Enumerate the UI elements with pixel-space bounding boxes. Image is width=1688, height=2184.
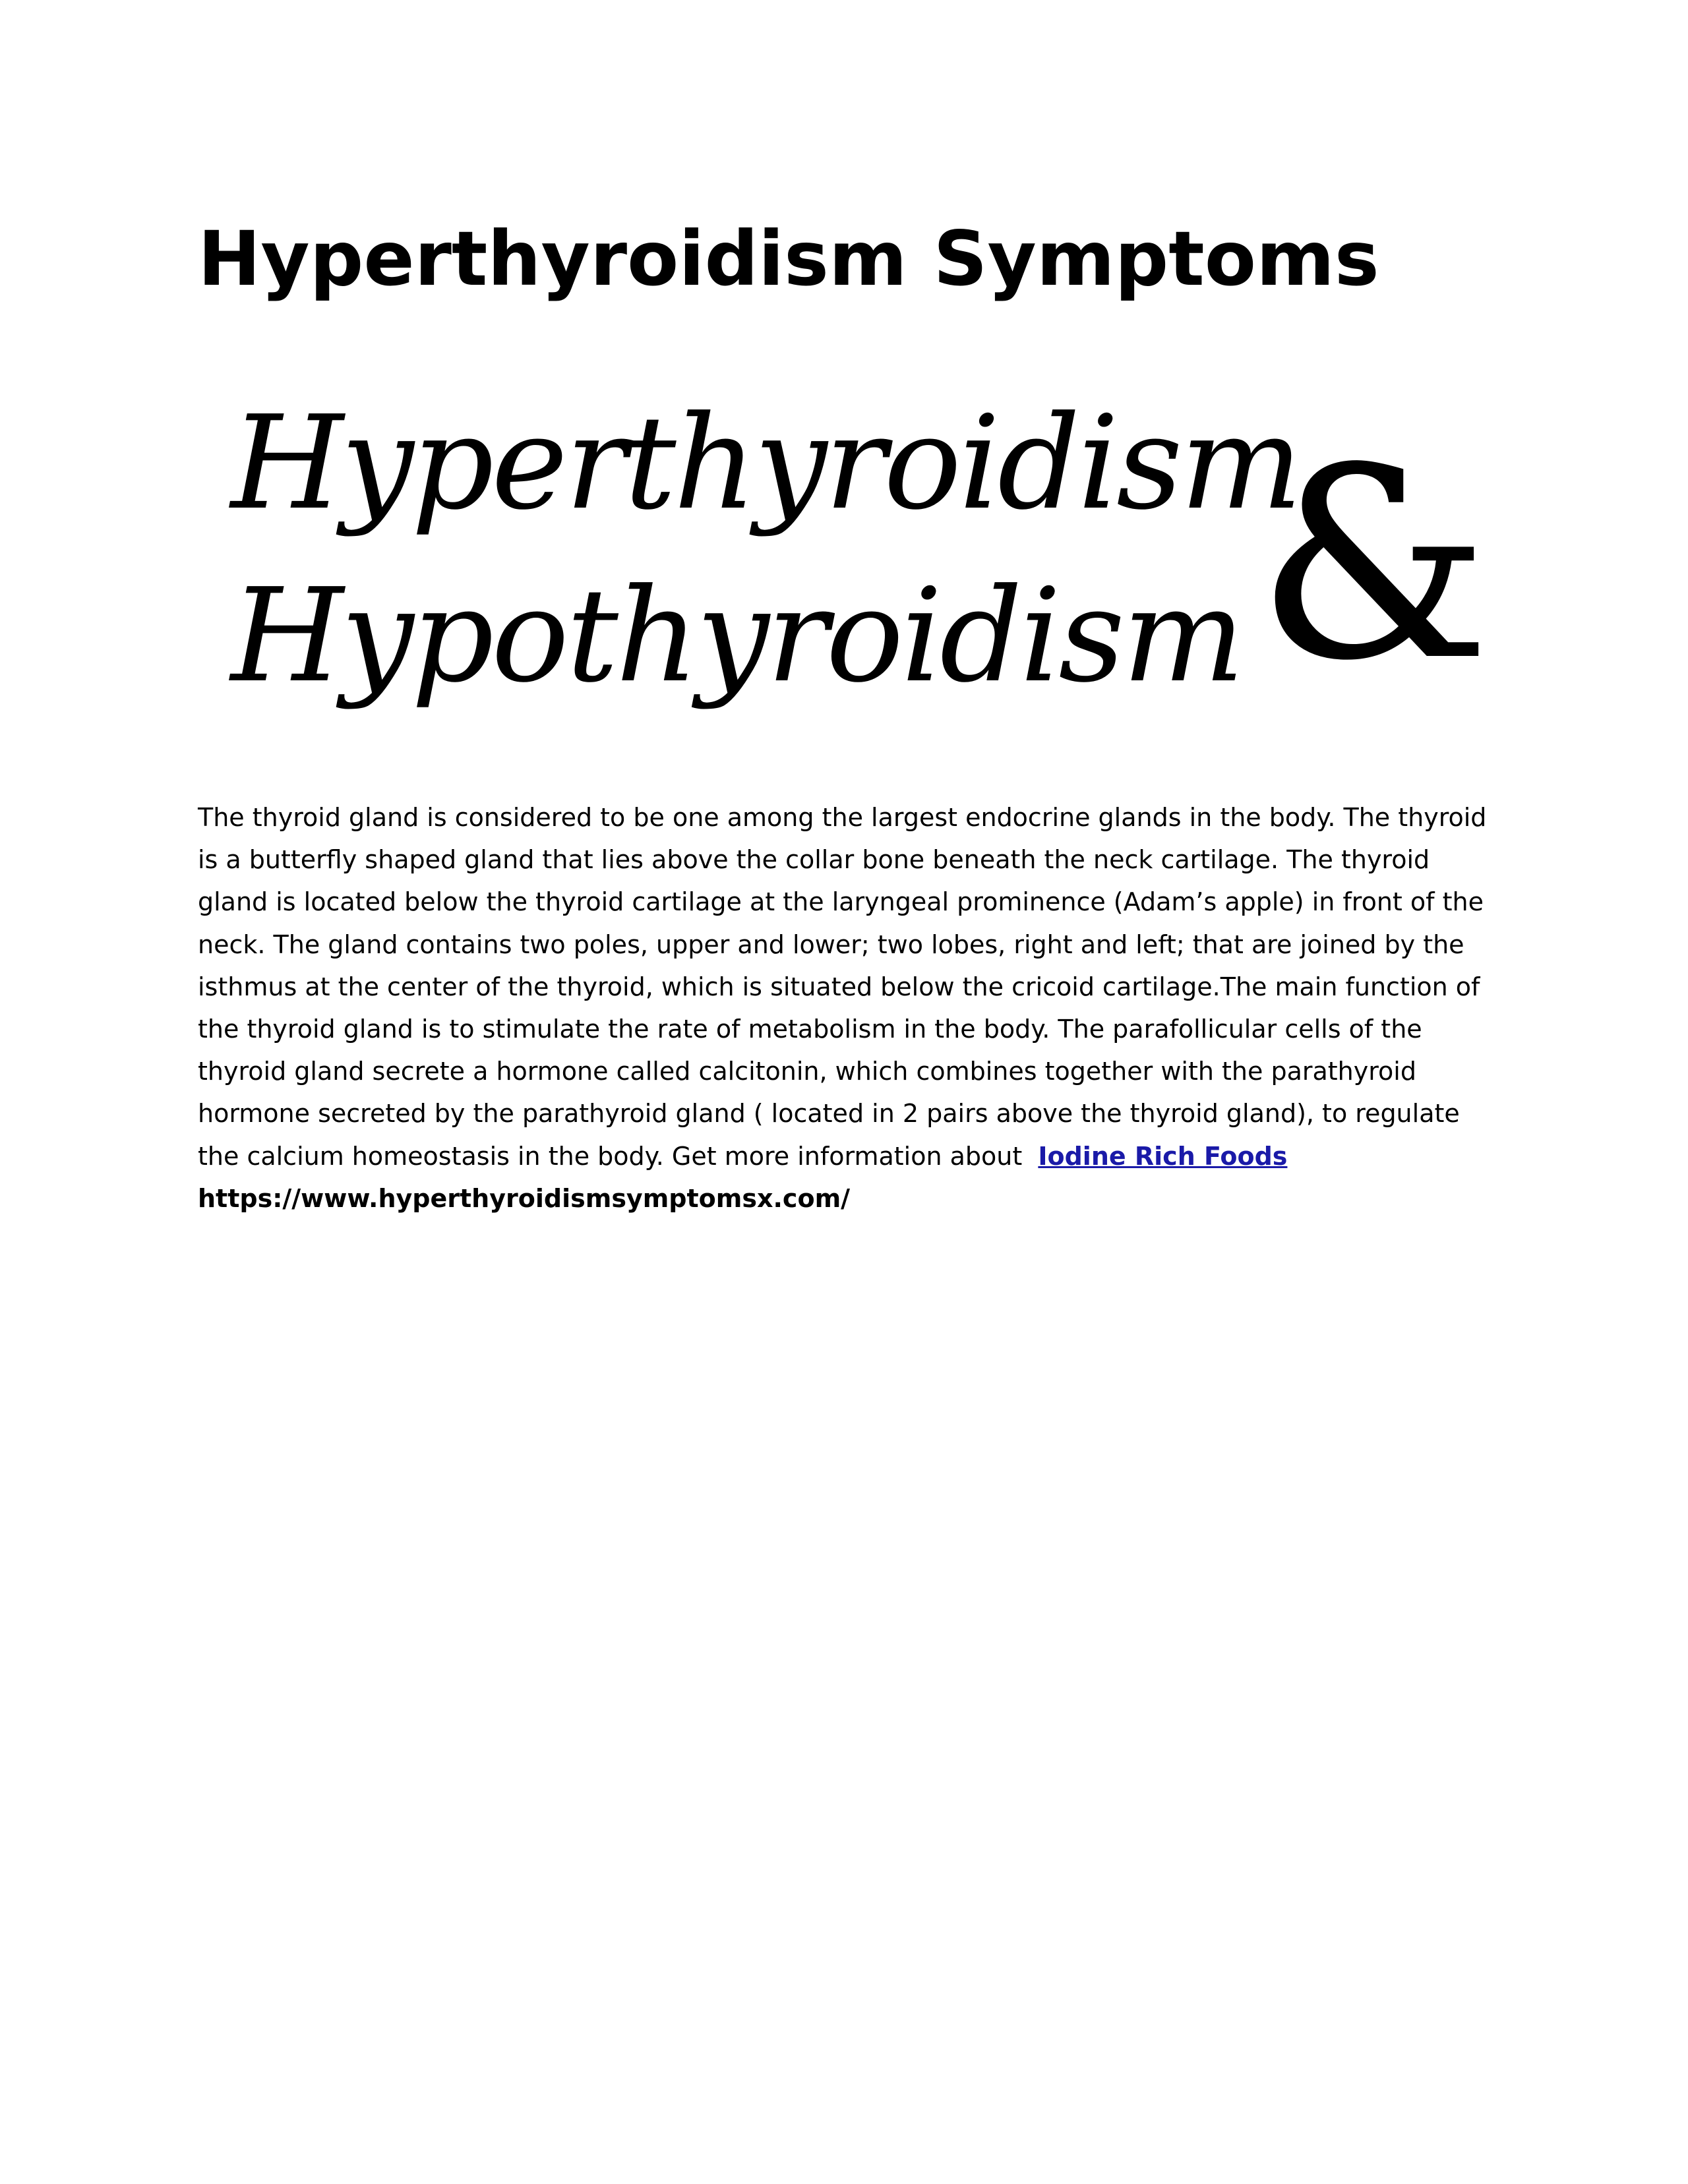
- banner-image: [218, 388, 1490, 763]
- iodine-rich-foods-link[interactable]: Iodine Rich Foods: [1038, 1141, 1288, 1171]
- body-paragraph: [198, 796, 1500, 1177]
- banner-ampersand: &: [1256, 412, 1492, 719]
- paragraph-text: The thyroid gland is considered to be one among the largest endocrine glands in the body. The thyroid is a butterfly shaped gland that lies above the collar bone beneath the neck cartilage. The thyroid gland is located below the thyroid cartilage at the laryngeal prominence (Adam’s apple) in front of the neck. The gland contains two poles, upper and lower; two lobes, right and left; that are joined by the isthmus at the center of the thyroid, which is situated below the cricoid cartilage.The main function of the thyroid gland is to stimulate the rate of metabolism in the body. The parafollicular cells of the thyroid gland secrete a hormone called calcitonin, which combines together with the parathyroid hormone secreted by the parathyroid gland ( located in 2 pairs above the thyroid gland), to regulate the calcium homeostasis in the body.: [198, 803, 1487, 1171]
- document-title: Hyperthyroidism Symptoms: [198, 215, 1379, 303]
- website-url: https://www.hyperthyroidismsymptomsx.com/: [198, 1183, 851, 1213]
- banner-line-hyperthyroidism: Hyperthyroidism: [231, 388, 1300, 539]
- more-info-text: Get more information about: [671, 1141, 1023, 1171]
- banner-line-hypothyroidism: Hypothyroidism: [231, 561, 1242, 711]
- document-body: [198, 796, 1500, 1220]
